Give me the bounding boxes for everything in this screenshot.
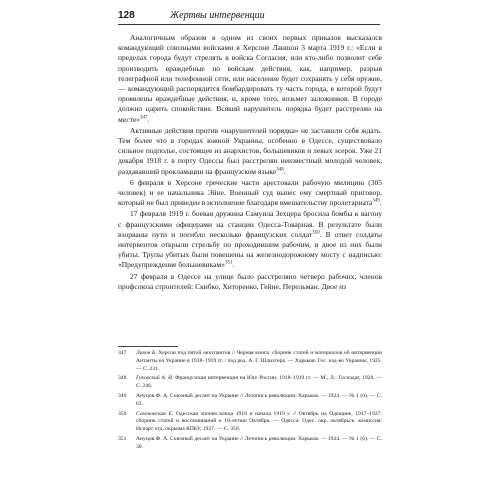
footnote-ref[interactable]: 350 — [312, 230, 320, 236]
running-header — [118, 8, 380, 25]
footnote-text: Французская интервенция на Юге России. 1918–1919 гг. — М., Л.: Госиздат, 1928. — С. 246. — [136, 375, 382, 390]
paragraph-text: 17 февраля 1919 г. боевая дружина Самуила Зехцера бросила бомбы к вагону с французскими офицерами на станции Одесса-Товарная. В результате были взорваны пути и погибло несколько французских солдат — [118, 209, 382, 239]
footnote-separator — [118, 346, 178, 347]
paragraph-end: . — [232, 260, 235, 270]
footnote-text: Ануцов Ф. А. Союзный десант на Украине // Летопись революции. Харьков. — 1924. — № 1 (6). — С. 63. — [136, 392, 382, 407]
footnote-author: Лихов Б. — [136, 350, 157, 356]
footnote-number: 350 — [118, 410, 127, 417]
paragraph-text: 27 февраля в Одессе на улице было расстреляно четверо рабочих, членов профсоюза строителей: Скибко, Хитоpенко, Гейне, Перельман. Двое из — [118, 271, 382, 291]
footnote-ref[interactable]: 348 — [276, 167, 284, 173]
footnote-author: Сохоновская Е. — [136, 410, 174, 417]
footnote-ref[interactable]: 349 — [372, 198, 380, 204]
footnote-author: Гуковский А. И. — [136, 375, 174, 382]
footnotes — [118, 350, 382, 454]
footnote-number: 348 — [118, 375, 127, 382]
paragraph-text: Аналогичным образом в одном из своих первых приказов высказался командующий союзными войсками в Херсоне Ланшон 3 марта 1919 г.: «Если в пределах города будут стрелять в войска Согласия, или кто-либо позволит себе производить враждебные по войскам действия, как, например, разрыв телеграфной или телефонной сети, или население будет сохранять у себя оружие, — командующий распорядится бомбардировать ту часть города, в которой будут проявлены враждебные действия, и, кроме того, возьмет заложников. В городе должно царить спокойствие. Всякий нарушитель порядка будет расстрелян на месте» — [118, 33, 382, 124]
footnote — [118, 411, 382, 434]
footnote-ref[interactable]: 351 — [225, 260, 233, 266]
paragraph-tail: . — [283, 166, 286, 176]
paragraph — [118, 272, 382, 292]
paragraph — [118, 33, 382, 125]
footnote — [118, 393, 382, 409]
paragraph-tail: . — [147, 114, 150, 124]
running-title: Жертвы интервенции — [170, 10, 265, 21]
footnote-ref[interactable]: 347 — [139, 115, 148, 121]
main-text — [118, 33, 382, 293]
paragraph-tail: . В ответ солдаты интервентов открыли стрельбу по проходившим рабочим, и двое из них были убиты. Трупы убитых были повешены на железнодорожному мосту с надписью: «Предупреждение большевикам» — [118, 229, 382, 270]
footnote-number: 349 — [118, 392, 127, 399]
paragraph — [118, 178, 382, 209]
paragraph-text: Активные действия против «нарушителей порядка» не заставили себя ждать. Тем более что в городах южной Украины, особенно в Одессе, существовало сильное подполье, состоящее из анархистов, большевиков и левых эсеров. Уже 21 декабря 1918 г. в порту Одессы был расстрелян неизвестный молодой человек, раздававший прокламации на французском языке — [118, 125, 382, 176]
paragraph — [118, 126, 382, 177]
footnote-text: Одесская эпопея конца 1918 и начала 1919 г. // Октябрь на Одещине, 1917–1927: сборник статей и воспоминаний к 10-летию Октября. — Одесса: Одес. окр. октябрьск. комиссия: Испарт отд. окркома КПБУ, 1927. — С. 350. — [136, 410, 382, 433]
footnote-text: Херсон под пятой оккупантов // Черная книга: сборник статей и материалов об интервенции Антанты на Украине в 1918–1919 гг. / под ред. А. Г. Шлихтера. — Харьков: Гос. изд-во Украины, 1925. — С. 231. — [136, 350, 383, 372]
paragraph — [118, 209, 382, 270]
paragraph-tail: . — [379, 198, 382, 208]
footnote — [118, 375, 382, 391]
footnote-text: Ануцов Ф. А. Союзный десант на Украине // Летопись революции. Харьков. — 1924. — № 1 (6). — С. 30. — [136, 435, 382, 450]
footnote — [118, 350, 382, 373]
paragraph-text: 6 февраля в Херсоне греческие части арестовали рабочую милицию (305 человек) и ее начальника Эйне. Военный суд вынес ему смертный приговор, который не был приведен в исполнение благодаря вмешательству пролетариата — [118, 177, 382, 208]
footnote-number: 351 — [118, 435, 127, 442]
footnote — [118, 436, 382, 452]
footnote-number: 347 — [118, 350, 127, 356]
page-number: 128 — [118, 10, 135, 21]
